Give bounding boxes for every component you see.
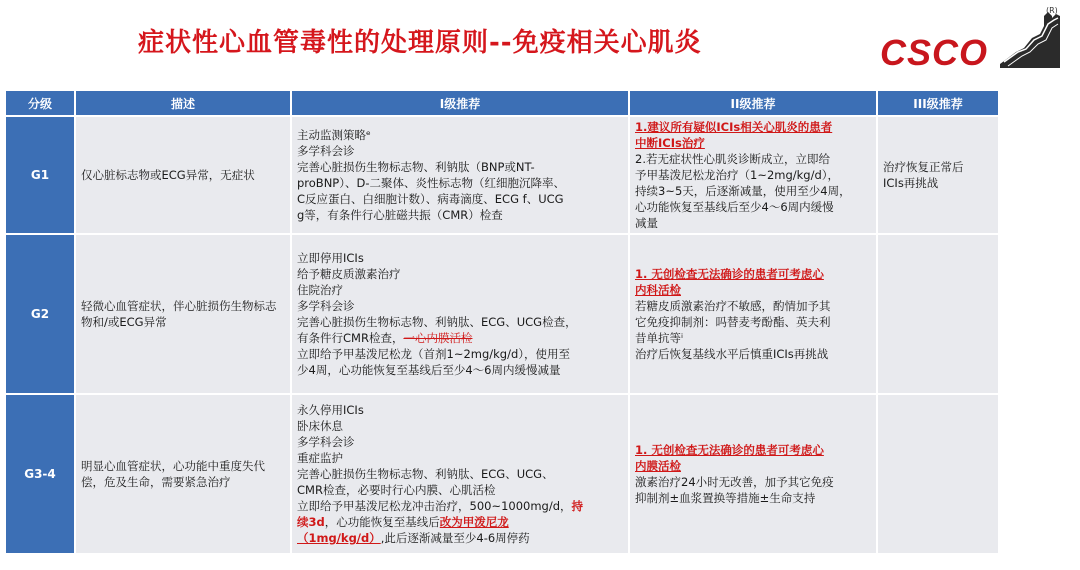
level1-highlight: 改为甲泼尼龙	[439, 515, 509, 529]
level2-line: 心功能恢复至基线后至少4～6周内缓慢	[635, 200, 834, 214]
col-header-level1: I级推荐	[291, 90, 629, 116]
level2-line: 减量	[635, 216, 658, 230]
registered-mark: (R)	[1046, 6, 1058, 15]
level2-highlight-line: 中断ICIs治疗	[635, 136, 705, 150]
description-cell: 明显心血管症状，心功能中重度失代偿，危及生命，需要紧急治疗	[75, 394, 291, 554]
table-row	[5, 394, 999, 554]
level2-line: 昔单抗等ⁱ	[635, 331, 684, 345]
level1-line: 完善心脏损伤生物标志物、利钠肽（BNP或NT-	[297, 160, 535, 174]
description-cell: 轻微心血管症状，伴心脏损伤生物标志物和/或ECG异常	[75, 234, 291, 394]
level1-line: 多学科会诊	[297, 144, 355, 158]
col-header-description: 描述	[75, 90, 291, 116]
level1-line: 立即给予甲基泼尼松龙（首剂1~2mg/kg/d），使用至	[297, 347, 571, 361]
level1-text: 有条件行CMR检查，	[297, 331, 404, 345]
level1-cell	[291, 234, 629, 394]
csco-logo	[878, 6, 1068, 76]
level2-line: 2.若无症状性心肌炎诊断成立，立即给	[635, 152, 830, 166]
level1-line: CMR检查，必要时行心内膜、心肌活检	[297, 483, 496, 497]
page-title: 症状性心血管毒性的处理原则--免疫相关心肌炎	[138, 28, 702, 58]
col-header-level2: II级推荐	[629, 90, 877, 116]
level1-line: 多学科会诊	[297, 435, 355, 449]
level1-text: ，心功能恢复至基线后	[324, 515, 440, 529]
level2-line: 予甲基泼尼松龙治疗（1~2mg/kg/d），	[635, 168, 840, 182]
level2-line: 它免疫抑制剂：吗替麦考酚酯、英夫利	[635, 315, 831, 329]
level1-line: 少4周，心功能恢复至基线后至少4～6周内缓慢减量	[297, 363, 561, 377]
level1-line: 永久停用ICIs	[297, 403, 364, 417]
col-header-grade: 分级	[5, 90, 75, 116]
level2-cell	[629, 394, 877, 554]
level1-line: proBNP）、D-二聚体、炎性标志物（红细胞沉降率、	[297, 176, 565, 190]
level1-highlight: 一心内膜活检	[403, 331, 473, 345]
level2-line: 若糖皮质激素治疗不敏感，酌情加予其	[635, 299, 831, 313]
level1-line: 重症监护	[297, 451, 343, 465]
level1-line: C反应蛋白、白细胞计数）、病毒滴度、ECG f、UCG	[297, 192, 564, 206]
table-row	[5, 116, 999, 234]
level2-highlight-line: 1. 无创检查无法确诊的患者可考虑心	[635, 443, 824, 457]
level2-highlight-line: 1.建议所有疑似ICIs相关心肌炎的患者	[635, 120, 833, 134]
level1-line: 给予糖皮质激素治疗	[297, 267, 401, 281]
level3-cell	[877, 234, 999, 394]
grade-cell: G1	[5, 116, 75, 234]
level2-highlight-line: 1. 无创检查无法确诊的患者可考虑心	[635, 267, 824, 281]
level3-line: 治疗恢复正常后	[883, 160, 964, 174]
level1-cell	[291, 116, 629, 234]
level1-line: g等，有条件行心脏磁共振（CMR）检查	[297, 208, 503, 222]
level1-text: 立即给予甲基泼尼松龙冲击治疗，500~1000mg/d，	[297, 499, 572, 513]
description-cell: 仅心脏标志物或ECG异常，无症状	[75, 116, 291, 234]
level1-line: 多学科会诊	[297, 299, 355, 313]
col-header-level3: III级推荐	[877, 90, 999, 116]
level1-line	[297, 498, 623, 514]
level3-line: ICIs再挑战	[883, 176, 939, 190]
grade-cell: G2	[5, 234, 75, 394]
level1-cell	[291, 394, 629, 554]
great-wall-icon	[996, 8, 1064, 70]
level1-line: 主动监测策略ᵉ	[297, 128, 371, 142]
level2-line: 治疗后恢复基线水平后慎重ICIs再挑战	[635, 347, 829, 361]
level1-line: 完善心脏损伤生物标志物、利钠肽、ECG、UCG、	[297, 467, 554, 481]
level1-highlight: （1mg/kg/d）	[297, 531, 381, 545]
table-header-row	[5, 90, 999, 116]
level1-line	[297, 530, 623, 546]
level2-line: 激素治疗24小时无改善，加予其它免疫	[635, 475, 834, 489]
level2-cell	[629, 116, 877, 234]
level2-cell	[629, 234, 877, 394]
level2-line: 抑制剂±血浆置换等措施±生命支持	[635, 491, 816, 505]
level1-line: 完善心脏损伤生物标志物、利钠肽、ECG、UCG检查，	[297, 315, 577, 329]
level1-line: 立即停用ICIs	[297, 251, 364, 265]
level2-line: 持续3~5天，后逐渐减量，使用至少4周，	[635, 184, 851, 198]
level1-highlight: 续3d	[297, 515, 325, 529]
grade-cell: G3-4	[5, 394, 75, 554]
level2-highlight-line: 内膜活检	[635, 459, 681, 473]
level1-text: ,此后逐渐减量至少4-6周停药	[380, 531, 530, 545]
level3-cell	[877, 116, 999, 234]
logo-text: CSCO	[880, 32, 989, 73]
table-row	[5, 234, 999, 394]
level1-line: 卧床休息	[297, 419, 343, 433]
level3-cell	[877, 394, 999, 554]
level1-line: 住院治疗	[297, 283, 343, 297]
level2-highlight-line: 内科活检	[635, 283, 681, 297]
level1-line	[297, 330, 623, 346]
recommendation-table	[4, 89, 1000, 555]
level1-line	[297, 514, 623, 530]
level1-highlight: 持	[571, 499, 584, 513]
